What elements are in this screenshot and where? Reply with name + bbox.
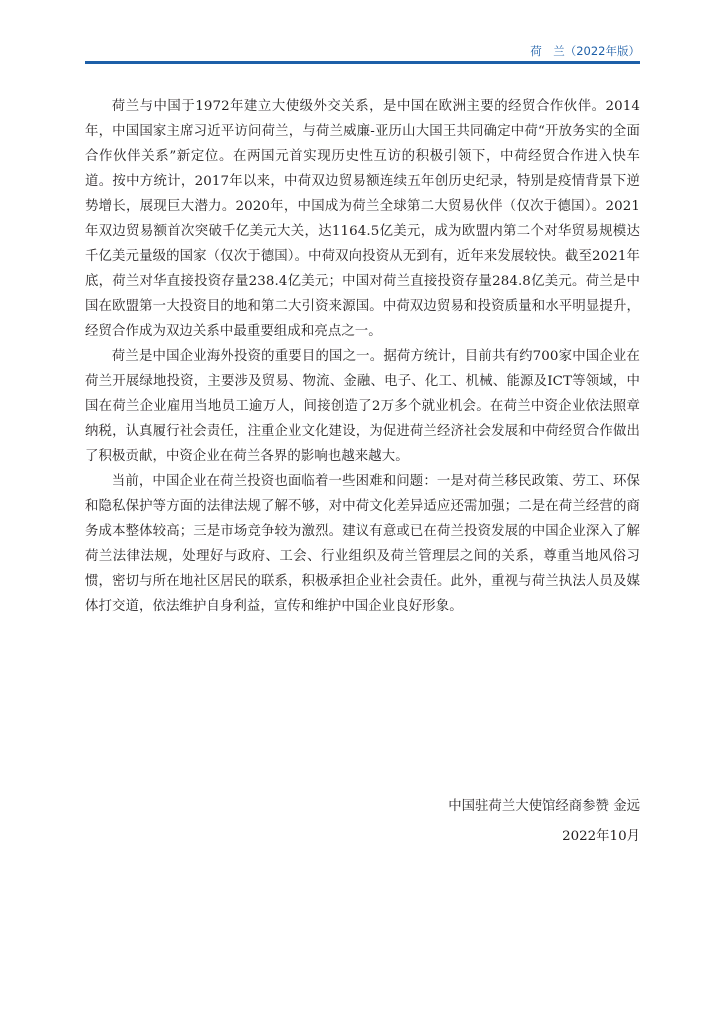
header-title: 荷 兰（2022年版） (530, 44, 640, 58)
body-text (85, 94, 640, 619)
paragraph-2: 荷兰是中国企业海外投资的重要目的国之一。据荷方统计，目前共有约700家中国企业在荷兰开展绿地投资，主要涉及贸易、物流、金融、电子、化工、机械、能源及ICT等领域，中国在荷兰企业雇用当地员工逾万人，间接创造了2万多个就业机会。在荷兰中资企业依法照章纳税，认真履行社会责任，注重企业文化建设，为促进荷兰经济社会发展和中荷经贸合作做出了积极贡献，中资企业在荷兰各界的影响也越来越大。 (85, 349, 640, 464)
header-rule (85, 61, 640, 64)
page-header (85, 40, 640, 64)
signature-author: 中国驻荷兰大使馆经商参赞 金远 (448, 799, 640, 814)
paragraph-3: 当前，中国企业在荷兰投资也面临着一些困难和问题：一是对荷兰移民政策、劳工、环保和隐私保护等方面的法律法规了解不够，对中荷文化差异适应还需加强；二是在荷兰经营的商务成本整体较高；三是市场竞争较为激烈。建议有意或已在荷兰投资发展的中国企业深入了解荷兰法律法规，处理好与政府、工会、行业组织及荷兰管理层之间的关系，尊重当地风俗习惯，密切与所在地社区居民的联系，积极承担企业社会责任。此外，重视与荷兰执法人员及媒体打交道，依法维护自身利益，宣传和维护中国企业良好形象。 (85, 474, 640, 614)
signature-date: 2022年10月 (562, 829, 640, 844)
paragraph-1: 荷兰与中国于1972年建立大使级外交关系，是中国在欧洲主要的经贸合作伙伴。2014年，中国国家主席习近平访问荷兰，与荷兰威廉-亚历山大国王共同确定中荷“开放务实的全面合作伙伴关系”新定位。在两国元首实现历史性互访的积极引领下，中荷经贸合作进入快车道。按中方统计，2017年以来，中荷双边贸易额连续五年创历史纪录，特别是疫情背景下逆势增长，展现巨大潜力。2020年，中国成为荷兰全球第二大贸易伙伴（仅次于德国）。2021年双边贸易额首次突破千亿美元大关，达1164.5亿美元，成为欧盟内第二个对华贸易规模达千亿美元量级的国家（仅次于德国）。中荷双向投资从无到有，近年来发展较快。截至2021年底，荷兰对华直接投资存量238.4亿美元；中国对荷兰直接投资存量284.8亿美元。荷兰是中国在欧盟第一大投资目的地和第二大引资来源国。中荷双边贸易和投资质量和水平明显提升，经贸合作成为双边关系中最重要组成和亮点之一。 (85, 99, 640, 339)
signature-block (448, 792, 640, 852)
